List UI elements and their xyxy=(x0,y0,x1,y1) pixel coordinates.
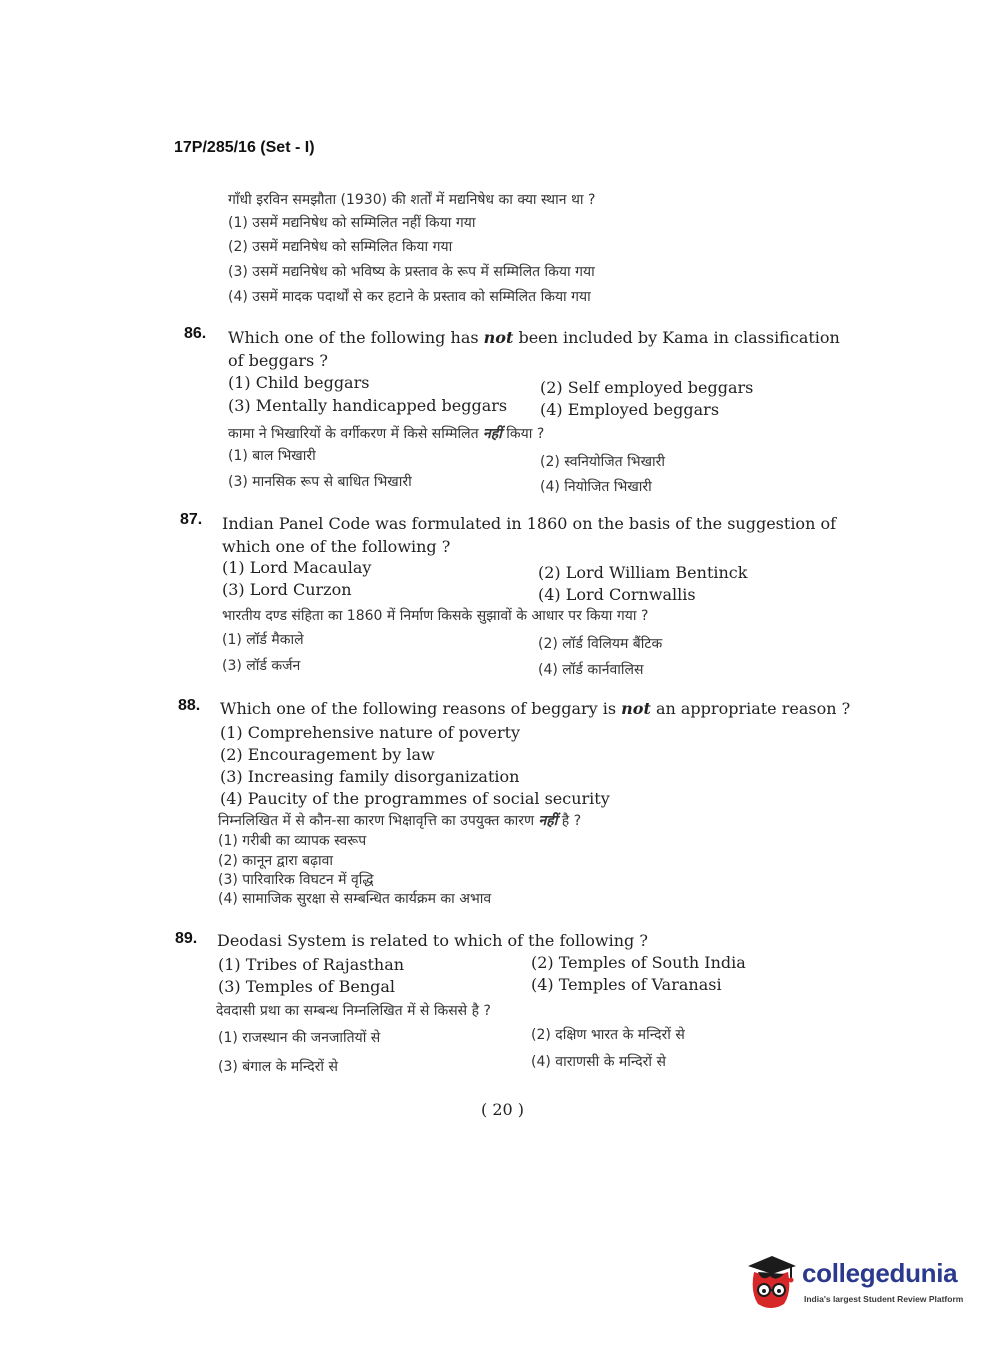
q89-question: Deodasi System is related to which of the following ? xyxy=(217,931,648,950)
q87-number: 87. xyxy=(180,511,203,528)
q89-option-2: (2) Temples of South India xyxy=(531,953,746,972)
q85-hindi-option-4: (4) उसमें मादक पदार्थों से कर हटाने के प्रस्ताव को सम्मिलित किया गया xyxy=(228,289,591,305)
q88-option-4: (4) Paucity of the programmes of social security xyxy=(220,789,610,808)
q87-option-4: (4) Lord Cornwallis xyxy=(538,585,696,604)
q87-option-1: (1) Lord Macaulay xyxy=(222,558,372,577)
q86-question: Which one of the following has not been included by Kama in classification of beggars ? xyxy=(228,328,840,370)
q89-hindi-question: देवदासी प्रथा का सम्बन्ध निम्नलिखित में से किससे है ? xyxy=(216,1003,491,1019)
q86-option-3: (3) Mentally handicapped beggars xyxy=(228,396,508,415)
q85-hindi-question: गाँधी इरविन समझौता (1930) की शर्तों में मद्यनिषेध का क्या स्थान था ? xyxy=(228,192,596,208)
student-mascot-icon xyxy=(742,1252,800,1312)
q87-option-3: (3) Lord Curzon xyxy=(222,580,352,599)
q85-hindi-option-2: (2) उसमें मद्यनिषेध को सम्मिलित किया गया xyxy=(228,239,453,255)
brand-name: collegedunia xyxy=(802,1258,958,1288)
q87-hindi-question: भारतीय दण्ड संहिता का 1860 में निर्माण किसके सुझावों के आधार पर किया गया ? xyxy=(222,608,649,624)
q88-question: Which one of the following reasons of beggary is not an appropriate reason ? xyxy=(220,699,851,718)
q88-hindi-question: निम्नलिखित में से कौन-सा कारण भिक्षावृत्ति का उपयुक्त कारण नहीं है ? xyxy=(218,813,582,829)
q88-option-2: (2) Encouragement by law xyxy=(220,745,435,764)
q87-hindi-option-3: (3) लॉर्ड कर्जन xyxy=(222,658,301,674)
q89-option-3: (3) Temples of Bengal xyxy=(218,977,396,996)
q85-hindi-option-3: (3) उसमें मद्यनिषेध को भविष्य के प्रस्ताव के रूप में सम्मिलित किया गया xyxy=(228,264,595,280)
q87-hindi-option-4: (4) लॉर्ड कार्नवालिस xyxy=(538,662,644,678)
q88-option-1: (1) Comprehensive nature of poverty xyxy=(220,723,521,742)
q88-hindi-option-1: (1) गरीबी का व्यापक स्वरूप xyxy=(218,833,367,849)
q85-hindi-option-1: (1) उसमें मद्यनिषेध को सम्मिलित नहीं किया गया xyxy=(228,215,476,231)
q87-question: Indian Panel Code was formulated in 1860 on the basis of the suggestion of which one of the following ? xyxy=(222,514,837,556)
q86-hindi-option-2: (2) स्वनियोजित भिखारी xyxy=(540,454,665,470)
q88-hindi-emphasis: नहीं xyxy=(538,813,558,829)
q86-hindi-question: कामा ने भिखारियों के वर्गीकरण में किसे सम्मिलित नहीं किया ? xyxy=(228,426,545,442)
q86-option-2: (2) Self employed beggars xyxy=(540,378,754,397)
q88-option-3: (3) Increasing family disorganization xyxy=(220,767,520,786)
q89-number: 89. xyxy=(175,930,198,947)
q86-option-1: (1) Child beggars xyxy=(228,373,370,392)
q87-option-2: (2) Lord William Bentinck xyxy=(538,563,748,582)
q89-option-4: (4) Temples of Varanasi xyxy=(531,975,722,994)
collegedunia-logo xyxy=(742,1252,972,1314)
q88-hindi-option-2: (2) कानून द्वारा बढ़ावा xyxy=(218,853,334,869)
q86-emphasis: not xyxy=(483,328,514,347)
q89-hindi-option-3: (3) बंगाल के मन्दिरों से xyxy=(218,1059,338,1075)
q88-hindi-option-4: (4) सामाजिक सुरक्षा से सम्बन्धित कार्यक्रम का अभाव xyxy=(218,891,492,907)
brand-tagline: India's largest Student Review Platform xyxy=(804,1294,964,1304)
q89-hindi-option-2: (2) दक्षिण भारत के मन्दिरों से xyxy=(531,1027,685,1043)
q89-hindi-option-1: (1) राजस्थान की जनजातियों से xyxy=(218,1030,381,1046)
q86-hindi-emphasis: नहीं xyxy=(483,426,502,442)
q88-hindi-option-3: (3) पारिवारिक विघटन में वृद्धि xyxy=(218,872,374,888)
q86-hindi-option-3: (3) मानसिक रूप से बाधित भिखारी xyxy=(228,474,412,490)
q88-number: 88. xyxy=(178,697,201,714)
q87-hindi-option-1: (1) लॉर्ड मैकाले xyxy=(222,632,304,648)
q86-hindi-option-4: (4) नियोजित भिखारी xyxy=(540,479,652,495)
q89-hindi-option-4: (4) वाराणसी के मन्दिरों से xyxy=(531,1054,666,1070)
q87-hindi-option-2: (2) लॉर्ड विलियम बैंटिक xyxy=(538,636,663,652)
page-number: ( 20 ) xyxy=(481,1100,525,1119)
q89-option-1: (1) Tribes of Rajasthan xyxy=(218,955,405,974)
paper-code: 17P/285/16 (Set - I) xyxy=(174,139,315,156)
q86-option-4: (4) Employed beggars xyxy=(540,400,720,419)
q86-number: 86. xyxy=(184,325,207,342)
q88-emphasis: not xyxy=(621,699,651,718)
q86-hindi-option-1: (1) बाल भिखारी xyxy=(228,448,316,464)
